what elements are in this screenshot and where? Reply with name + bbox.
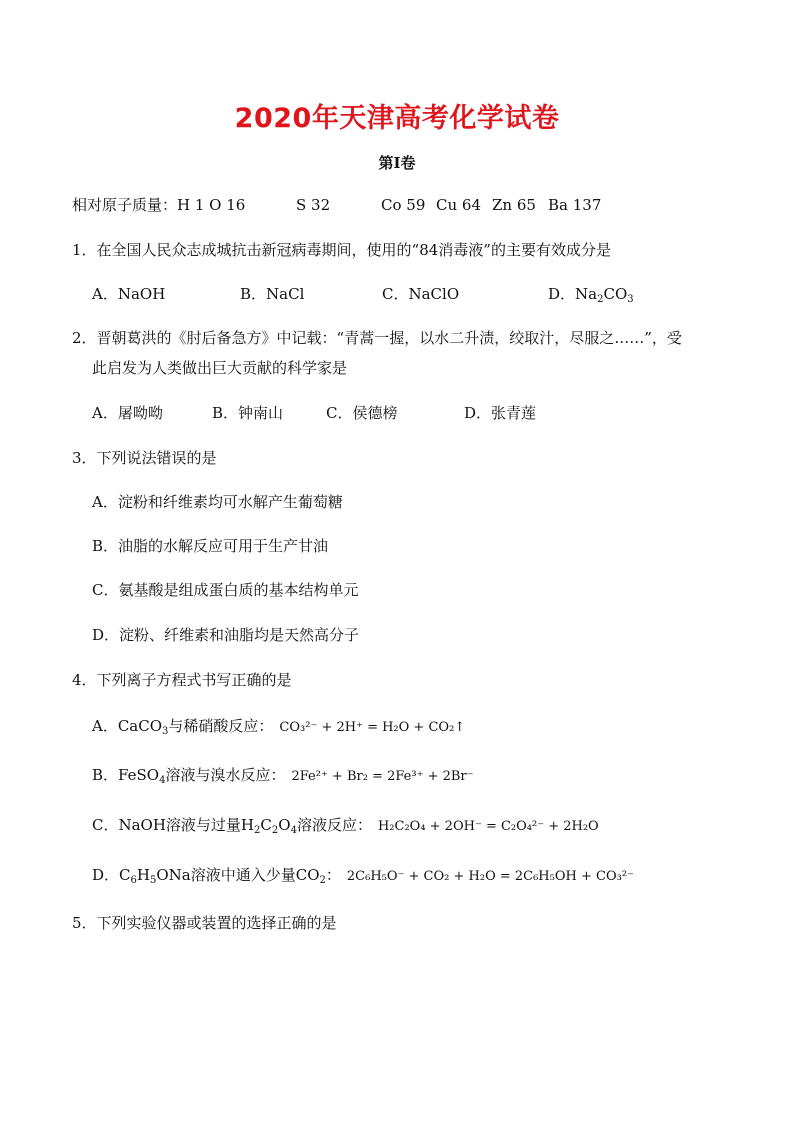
question-3-stem: 3．下列说法错误的是 [72, 449, 217, 467]
question-2-option-a[interactable]: A．屠呦呦 [92, 404, 163, 422]
question-3-option-c[interactable]: C．氨基酸是组成蛋白质的基本结构单元 [92, 581, 359, 599]
atomic-mass-item: H 1 O 16 [177, 196, 246, 214]
ionic-equation-c: H₂C₂O₄ + 2OH⁻ = C₂O₄²⁻ + 2H₂O [377, 819, 599, 834]
atomic-mass-item: S 32 [296, 196, 331, 214]
ionic-equation-b: 2Fe²⁺ + Br₂ = 2Fe³⁺ + 2Br⁻ [291, 769, 474, 784]
question-5-stem: 5．下列实验仪器或装置的选择正确的是 [72, 914, 337, 932]
atomic-mass-line [72, 195, 245, 215]
question-4-option-c[interactable]: C．NaOH溶液与过量$H_2C_2O_4$溶液反应： H₂C₂O₄ + 2OH⁻ = C₂O₄²⁻ + 2H₂O [92, 816, 599, 836]
question-1-option-d[interactable]: D．$Na_2CO_3$ [548, 285, 634, 305]
section-heading: 第Ⅰ卷 [378, 154, 416, 172]
question-1-stem: 1．在全国人民众志成城抗击新冠病毒期间，使用的“84消毒液”的主要有效成分是 [72, 241, 611, 259]
question-2-option-d[interactable]: D．张青莲 [464, 404, 537, 422]
question-2-stem-line-2: 此启发为人类做出巨大贡献的科学家是 [92, 359, 348, 377]
question-3-option-d[interactable]: D．淀粉、纤维素和油脂均是天然高分子 [92, 626, 360, 644]
atomic-mass-item: Zn 65 [492, 196, 536, 214]
page-title: 2020年天津高考化学试卷 [234, 103, 560, 134]
question-4-option-a[interactable]: A．CaCO$_3$与稀硝酸反应： CO₃²⁻ + 2H⁺ = H₂O + CO₂↑ [92, 717, 466, 737]
question-2-stem-line-1: 2．晋朝葛洪的《肘后备急方》中记载：“青蒿一握，以水二升渍，绞取汁，尽服之……”，受 [72, 329, 682, 347]
atomic-mass-item: Ba 137 [548, 196, 602, 214]
question-1-option-a[interactable]: A．NaOH [92, 285, 166, 303]
ionic-equation-a: CO₃²⁻ + 2H⁺ = H₂O + CO₂↑ [279, 720, 466, 735]
question-2-option-c[interactable]: C．侯德榜 [326, 404, 398, 422]
question-1-option-b[interactable]: B．NaCl [240, 285, 305, 303]
question-2-option-b[interactable]: B．钟南山 [212, 404, 284, 422]
atomic-mass-item: Co 59 [381, 196, 426, 214]
question-4-stem: 4．下列离子方程式书写正确的是 [72, 671, 292, 689]
ionic-equation-d: 2C₆H₅O⁻ + CO₂ + H₂O = 2C₆H₅OH + CO₃²⁻ [346, 869, 634, 884]
atomic-mass-item: Cu 64 [436, 196, 481, 214]
question-4-option-d[interactable]: D．$C_6H_5ONa$溶液中通入少量$CO_2$： 2C₆H₅O⁻ + CO₂ + H₂O = 2C₆H₅OH + CO₃²⁻ [92, 866, 634, 886]
question-3-option-b[interactable]: B．油脂的水解反应可用于生产甘油 [92, 537, 329, 555]
question-3-option-a[interactable]: A．淀粉和纤维素均可水解产生葡萄糖 [92, 493, 343, 511]
atomic-mass-label: 相对原子质量： [72, 196, 178, 214]
question-4-option-b[interactable]: B．FeSO$_4$溶液与溴水反应： 2Fe²⁺ + Br₂ = 2Fe³⁺ + 2Br⁻ [92, 766, 474, 786]
question-1-option-c[interactable]: C．NaClO [382, 285, 460, 303]
